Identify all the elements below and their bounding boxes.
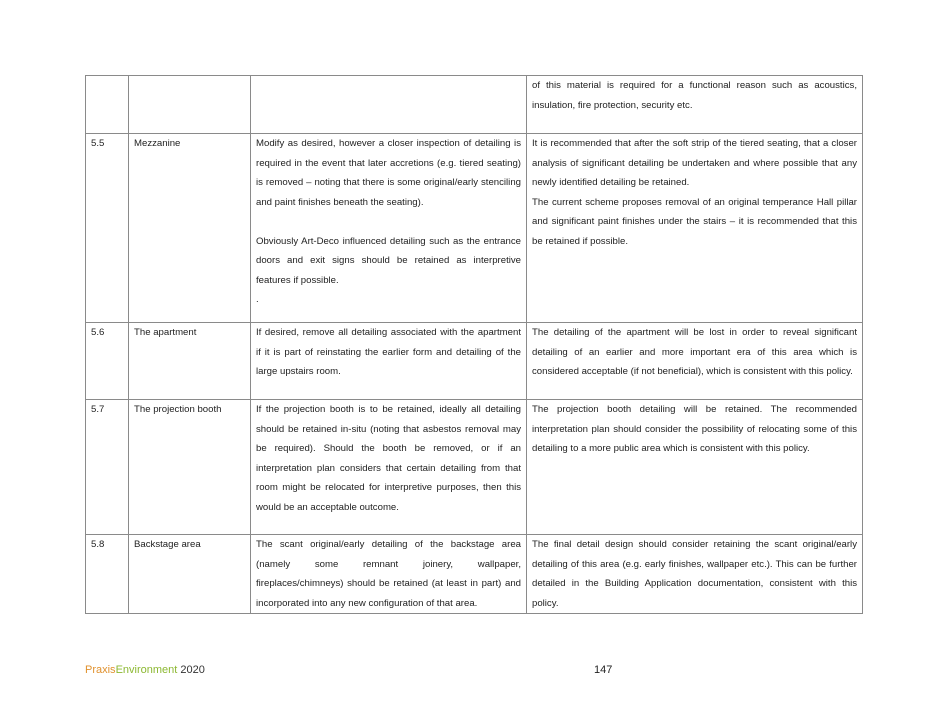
policy-paragraph: If desired, remove all detailing associated with the apartment if it is part of reinstating the earlier form and detailing of the large upstairs room. [256,327,521,377]
row-policy [251,400,527,535]
table-row [86,134,863,323]
row-item: Mezzanine [129,134,251,323]
brand-environment: Environment [115,664,178,676]
recommendation-paragraph: The projection booth detailing will be retained. The recommended interpretation plan should consider the possibility of relocating some of this detailing to a more public area which is consistent with this policy. [532,404,857,454]
row-policy [251,134,527,323]
row-item: Backstage area [129,535,251,614]
row-recommendation [527,400,863,535]
recommendation-paragraph: The detailing of the apartment will be lost in order to reveal significant detailing of an earlier and more important era of this area which is considered acceptable (if not beneficial), which is consistent with this policy. [532,327,857,377]
recommendation-paragraph: of this material is required for a functional reason such as acoustics, insulation, fire protection, security etc. [532,80,857,111]
row-number: 5.6 [86,323,129,400]
recommendation-paragraph: It is recommended that after the soft strip of the tiered seating, that a closer analysis of significant detailing be undertaken and where possible that any newly identified detailing be retained. [532,138,857,188]
row-recommendation [527,323,863,400]
recommendation-paragraph: The current scheme proposes removal of an original temperance Hall pillar and significant paint finishes under the stairs – it is recommended that this be retained if possible. [532,196,857,247]
page-number: 147 [594,664,613,676]
row-item: The apartment [129,323,251,400]
row-policy [251,323,527,400]
policy-paragraph: Modify as desired, however a closer inspection of detailing is required in the event that later accretions (e.g. tiered seating) is removed – noting that there is some original/early stenciling and paint finishes beneath the seating). [256,138,521,208]
row-number: 5.8 [86,535,129,614]
table-row [86,400,863,535]
table-row [86,323,863,400]
policy-paragraph: Obviously Art-Deco influenced detailing such as the entrance doors and exit signs should be retained as interpretive features if possible. [256,235,521,286]
row-recommendation [527,134,863,323]
policy-paragraph: The scant original/early detailing of the backstage area (namely some remnant joinery, wallpaper, fireplaces/chimneys) should be retained (at least in part) and incorporated into any new configuration of that area. [256,539,521,609]
footer-brand [85,664,205,676]
brand-praxis: Praxis [85,664,116,676]
policy-table [85,75,863,614]
row-recommendation [527,76,863,134]
table-row [86,535,863,614]
policy-paragraph: If the projection booth is to be retained, ideally all detailing should be retained in-situ (noting that asbestos removal may be required). Should the booth be removed, or if an interpretation plan considers that certain detailing from that room might be relocated for interpretive purposes, then this would be an acceptable outcome. [256,404,521,513]
footer-year: 2020 [177,664,205,676]
row-item [129,76,251,134]
row-number: 5.7 [86,400,129,535]
table-row [86,76,863,134]
row-number: 5.5 [86,134,129,323]
row-number [86,76,129,134]
recommendation-paragraph: The final detail design should consider retaining the scant original/early detailing of this area (e.g. early finishes, wallpaper etc.). This can be further detailed in the Building Application documentation, consistent with this policy. [532,539,857,609]
policy-paragraph: . [256,294,259,305]
row-recommendation [527,535,863,614]
row-item: The projection booth [129,400,251,535]
row-policy [251,76,527,134]
row-policy [251,535,527,614]
